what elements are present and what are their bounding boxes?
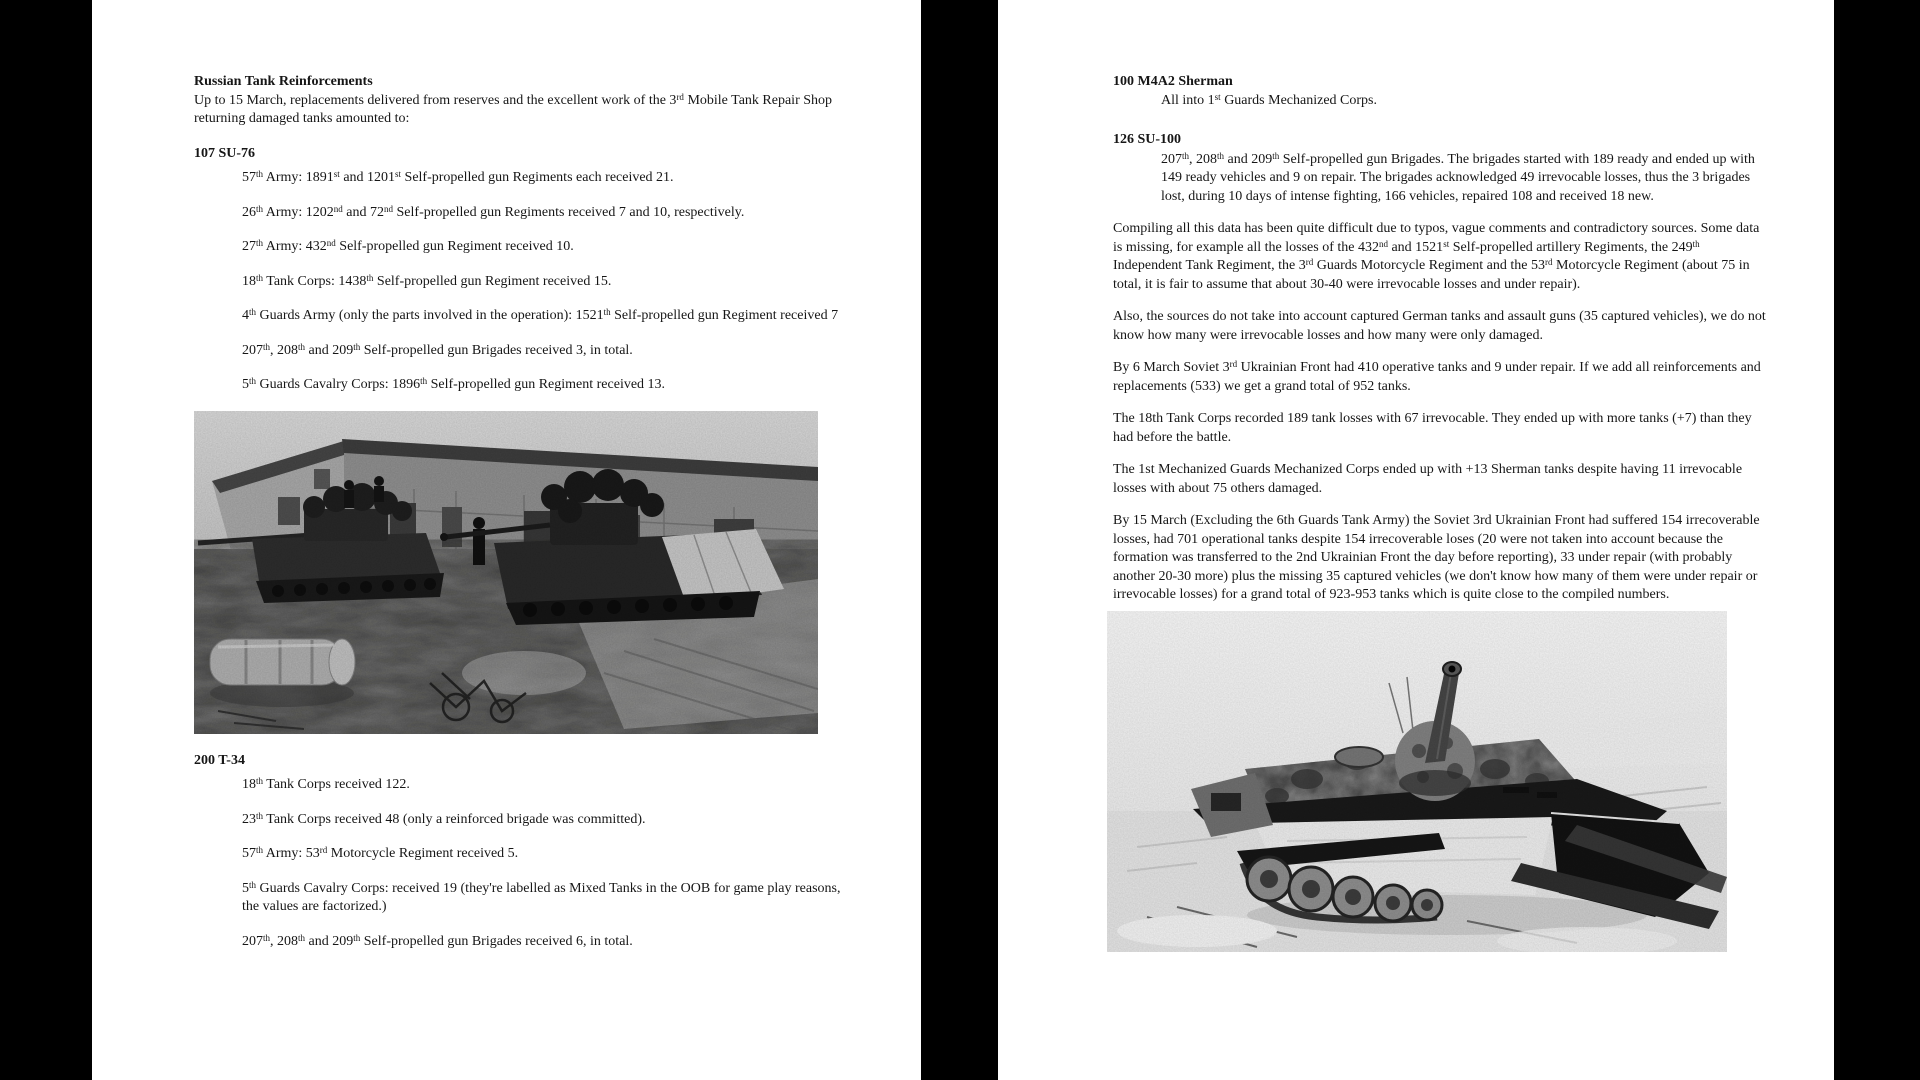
document-page-right: [998, 0, 1834, 1080]
list-item: 207th, 208th and 209th Self-propelled gun Brigades received 6, in total.: [242, 932, 633, 949]
list-item: 57th Army: 53rd Motorcycle Regiment received 5.: [242, 845, 519, 861]
section-heading-su100: 126 SU-100: [1113, 132, 1182, 147]
list-item: 18th Tank Corps: 1438th Self-propelled gun Regiment received 15.: [242, 272, 612, 289]
list-item: 4th Guards Army (only the parts involved in the operation): 1521th Self-propelled gun Regiment received 7: [242, 307, 839, 323]
destroyed-assault-gun-photo: [1107, 611, 1769, 952]
list-item: 5th Guards Cavalry Corps: 1896th Self-propelled gun Regiment received 13.: [242, 376, 666, 392]
section-heading-t34: 200 T-34: [194, 752, 245, 768]
list-item: 27th Army: 432nd Self-propelled gun Regiment received 10.: [242, 238, 574, 254]
right-page-content: [1113, 73, 1769, 952]
list-item: All into 1st Guards Mechanized Corps.: [1161, 91, 1377, 108]
list-item: 207th, 208th and 209th Self-propelled gun Brigades received 3, in total.: [242, 341, 633, 358]
list-item: 23th Tank Corps received 48 (only a reinforced brigade was committed).: [242, 810, 646, 827]
section-heading-sherman: 100 M4A2 Sherman: [1113, 74, 1233, 89]
tanks-in-muddy-farmyard-photo: [194, 411, 846, 734]
paragraph-captured: Also, the sources do not take into account captured German tanks and assault guns (35 captured vehicles), we do not know how many were irrevocable losses and how many were only damaged.: [1113, 309, 1766, 343]
list-item: 207th, 208th and 209th Self-propelled gun Brigades. The brigades started with 189 ready and ended up with 149 ready vehicles and 9 on repair. The brigades acknowledged 49 irrevocable losses, thus the 3 brigades lost, during 10 days of intense fighting, 166 vehicles, repaired 108 and received 18 new.: [1161, 150, 1755, 204]
list-item: 18th Tank Corps received 122.: [242, 776, 410, 792]
paragraph-1st-mechanized: The 1st Mechanized Guards Mechanized Corps ended up with +13 Sherman tanks despite having 11 irrevocable losses with about 75 others damaged.: [1113, 462, 1743, 496]
page-title: Russian Tank Reinforcements: [194, 74, 373, 89]
paragraph-by-15-march: By 15 March (Excluding the 6th Guards Tank Army) the Soviet 3rd Ukrainian Front had suffered 154 irrecoverable losses, had 701 operational tanks despite 154 irrecoverable loses (20 were not taken into account because the formation was transferred to the 2nd Ukrainian Front the day before reporting), 33 under repair (with probably another 20-30 more) plus the missing 35 captured vehicles (we don't know how many of them were under repair or irrevocable losses) for a grand total of 923-953 tanks which is quite close to the compiled numbers.: [1113, 513, 1760, 602]
left-page-content: [194, 73, 846, 967]
paragraph-compiling: Compiling all this data has been quite difficult due to typos, vague comments and contradictory sources. Some data is missing, for example all the losses of the 432nd and 1521st Self-propelled artillery Regiments, the 249th Independent Tank Regiment, the 3rd Guards Motorcycle Regiment and the 53rd Motorcycle Regiment (about 75 in total, it is fair to assume that about 30-40 were irrevocable losses and under repair).: [1113, 221, 1760, 292]
section-heading-su76: 107 SU-76: [194, 145, 256, 161]
intro-paragraph: Up to 15 March, replacements delivered from reserves and the excellent work of the 3rd Mobile Tank Repair Shop returning damaged tanks amounted to:: [194, 91, 833, 126]
paragraph-by-6-march: By 6 March Soviet 3rd Ukrainian Front had 410 operative tanks and 9 under repair. If we add all reinforcements and replacements (533) we get a grand total of 952 tanks.: [1113, 359, 1761, 394]
list-item: 26th Army: 1202nd and 72nd Self-propelled gun Regiments received 7 and 10, respectively.: [242, 203, 745, 220]
list-item: 5th Guards Cavalry Corps: received 19 (they're labelled as Mixed Tanks in the OOB for game play reasons, the values are factorized.): [242, 879, 841, 914]
paragraph-18th-tank-corps: The 18th Tank Corps recorded 189 tank losses with 67 irrevocable. They ended up with more tanks (+7) than they had before the battle.: [1113, 411, 1752, 445]
document-page-left: [92, 0, 921, 1080]
list-item: 57th Army: 1891st and 1201st Self-propelled gun Regiments each received 21.: [242, 169, 674, 185]
